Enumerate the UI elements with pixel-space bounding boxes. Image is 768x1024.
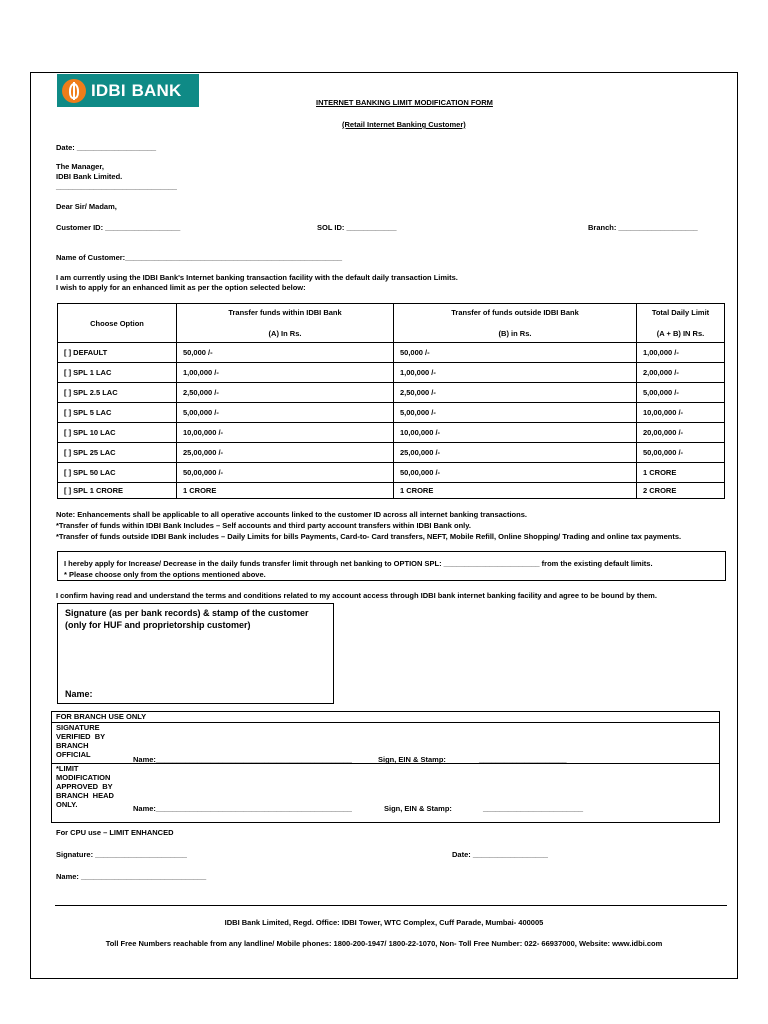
customer-id-field[interactable]: Customer ID: __________________ bbox=[56, 223, 181, 232]
footer-divider bbox=[55, 905, 727, 906]
cell-total: 50,00,000 /- bbox=[637, 443, 725, 463]
table-row[interactable] bbox=[58, 423, 725, 443]
cell-outside: 2,50,000 /- bbox=[394, 383, 637, 403]
customer-signature-box[interactable] bbox=[57, 603, 334, 704]
option-checkbox-spl-50-lac[interactable]: [ ] SPL 50 LAC bbox=[58, 463, 177, 483]
cell-within: 5,00,000 /- bbox=[177, 403, 394, 423]
customer-name-field[interactable]: Name of Customer:____________________________________________________ bbox=[56, 253, 343, 262]
option-checkbox-spl-1-crore[interactable]: [ ] SPL 1 CRORE bbox=[58, 483, 177, 499]
cell-within: 1,00,000 /- bbox=[177, 363, 394, 383]
cell-outside: 50,00,000 /- bbox=[394, 463, 637, 483]
row2-sign-label: Sign, EIN & Stamp: bbox=[384, 804, 452, 813]
branch-use-table bbox=[51, 711, 720, 823]
limits-table-header bbox=[58, 304, 725, 343]
branch-field[interactable]: Branch: ___________________ bbox=[588, 223, 698, 232]
address-line[interactable]: _____________________________ bbox=[56, 182, 177, 191]
cell-total: 10,00,000 /- bbox=[637, 403, 725, 423]
row2-sign-field[interactable]: ________________________ bbox=[483, 804, 584, 813]
table-row[interactable] bbox=[58, 483, 725, 499]
table-row[interactable] bbox=[58, 463, 725, 483]
addressee-bank: IDBI Bank Limited. bbox=[56, 172, 123, 181]
date-field[interactable]: Date: ___________________ bbox=[56, 143, 157, 152]
signature-label-2: (only for HUF and proprietorship customer) bbox=[65, 620, 251, 630]
cpu-name-field[interactable]: Name: ______________________________ bbox=[56, 872, 207, 881]
intro-line-1: I am currently using the IDBI Bank's Internet banking transaction facility with the default daily transaction Limits. bbox=[56, 273, 458, 282]
cpu-signature-field[interactable]: Signature: ______________________ bbox=[56, 850, 187, 859]
option-checkbox-spl-1-lac[interactable]: [ ] SPL 1 LAC bbox=[58, 363, 177, 383]
sol-id-field[interactable]: SOL ID: ____________ bbox=[317, 223, 397, 232]
cell-outside: 1 CRORE bbox=[394, 483, 637, 499]
idbi-emblem-icon bbox=[62, 79, 86, 103]
cell-within: 50,00,000 /- bbox=[177, 463, 394, 483]
footer-address: IDBI Bank Limited, Regd. Office: IDBI Tower, WTC Complex, Cuff Parade, Mumbai- 400005 bbox=[224, 918, 544, 927]
option-checkbox-spl-2-5-lac[interactable]: [ ] SPL 2.5 LAC bbox=[58, 383, 177, 403]
note-line-2: *Transfer of funds within IDBI Bank Includes – Self accounts and third party account transfers within IDBI Bank only. bbox=[56, 521, 471, 530]
cell-within: 2,50,000 /- bbox=[177, 383, 394, 403]
row1-fields bbox=[128, 723, 720, 764]
cell-total: 2,00,000 /- bbox=[637, 363, 725, 383]
header-within: Transfer funds within IDBI Bank (A) In Rs. bbox=[177, 304, 394, 343]
form-subtitle: (Retail Internet Banking Customer) bbox=[342, 120, 466, 129]
signature-name-label: Name: bbox=[65, 689, 93, 699]
row2-label: *LIMIT MODIFICATION APPROVED BY BRANCH HEAD ONLY. bbox=[52, 764, 129, 823]
row2-fields bbox=[128, 764, 720, 823]
cell-total: 1,00,000 /- bbox=[637, 343, 725, 363]
logo-brand-sub: BANK bbox=[131, 81, 182, 100]
table-row[interactable] bbox=[58, 383, 725, 403]
logo-brand-main: IDBI bbox=[91, 81, 126, 100]
cell-within: 25,00,000 /- bbox=[177, 443, 394, 463]
row1-sign-label: Sign, EIN & Stamp: bbox=[378, 755, 446, 764]
row1-name-field[interactable]: Name:_______________________________________________ bbox=[133, 755, 352, 764]
cell-within: 1 CRORE bbox=[177, 483, 394, 499]
intro-line-2: I wish to apply for an enhanced limit as per the option selected below: bbox=[56, 283, 306, 292]
cell-outside: 1,00,000 /- bbox=[394, 363, 637, 383]
table-row[interactable] bbox=[58, 443, 725, 463]
cell-outside: 10,00,000 /- bbox=[394, 423, 637, 443]
addressee-manager: The Manager, bbox=[56, 162, 104, 171]
form-title: INTERNET BANKING LIMIT MODIFICATION FORM bbox=[316, 98, 493, 107]
note-line-3: *Transfer of funds outside IDBI Bank includes – Daily Limits for bills Payments, Card-to- Card transfers, NEFT, Mobile Refill, Online Shopping/ Trading and online tax payments. bbox=[56, 532, 682, 541]
cell-outside: 50,000 /- bbox=[394, 343, 637, 363]
footer-contacts: Toll Free Numbers reachable from any landline/ Mobile phones: 1800-200-1947/ 1800-22-1070, Non- Toll Free Number: 022- 66937000, Website: www.idbi.com bbox=[105, 939, 663, 948]
option-checkbox-spl-10-lac[interactable]: [ ] SPL 10 LAC bbox=[58, 423, 177, 443]
cpu-date-field[interactable]: Date: __________________ bbox=[452, 850, 548, 859]
confirmation-text: I confirm having read and understand the terms and conditions related to my account access through IDBI bank internet banking facility and agree to be bound by them. bbox=[56, 591, 657, 600]
option-checkbox-spl-25-lac[interactable]: [ ] SPL 25 LAC bbox=[58, 443, 177, 463]
header-total: Total Daily Limit (A + B) IN Rs. bbox=[637, 304, 725, 343]
table-row[interactable] bbox=[58, 403, 725, 423]
row1-sign-field[interactable]: _____________________ bbox=[479, 755, 567, 764]
apply-instruction: * Please choose only from the options mentioned above. bbox=[64, 570, 266, 579]
cpu-use-title: For CPU use – LIMIT ENHANCED bbox=[56, 828, 174, 837]
idbi-bank-logo bbox=[57, 74, 199, 107]
table-row[interactable] bbox=[58, 363, 725, 383]
branch-use-title: FOR BRANCH USE ONLY bbox=[52, 712, 720, 723]
row1-label: SIGNATURE VERIFIED BY BRANCH OFFICIAL bbox=[52, 723, 129, 764]
cell-total: 20,00,000 /- bbox=[637, 423, 725, 443]
cell-total: 2 CRORE bbox=[637, 483, 725, 499]
cell-outside: 5,00,000 /- bbox=[394, 403, 637, 423]
cell-within: 10,00,000 /- bbox=[177, 423, 394, 443]
option-checkbox-spl-5-lac[interactable]: [ ] SPL 5 LAC bbox=[58, 403, 177, 423]
limits-table bbox=[57, 303, 725, 499]
cell-total: 5,00,000 /- bbox=[637, 383, 725, 403]
header-outside: Transfer of funds outside IDBI Bank (B) in Rs. bbox=[394, 304, 637, 343]
salutation: Dear Sir/ Madam, bbox=[56, 202, 117, 211]
cell-outside: 25,00,000 /- bbox=[394, 443, 637, 463]
row2-name-field[interactable]: Name:_______________________________________________ bbox=[133, 804, 352, 813]
apply-option-field[interactable]: I hereby apply for Increase/ Decrease in the daily funds transfer limit through net banking to OPTION SPL: _______________________ from the existing default limits. bbox=[64, 559, 653, 568]
signature-label-1: Signature (as per bank records) & stamp of the customer bbox=[65, 608, 309, 618]
option-checkbox-default[interactable]: [ ] DEFAULT bbox=[58, 343, 177, 363]
logo-text bbox=[91, 79, 182, 102]
note-line-1: Note: Enhancements shall be applicable to all operative accounts linked to the customer ID across all internet banking transactions. bbox=[56, 510, 527, 519]
cell-total: 1 CRORE bbox=[637, 463, 725, 483]
table-row[interactable] bbox=[58, 343, 725, 363]
cell-within: 50,000 /- bbox=[177, 343, 394, 363]
header-option: Choose Option bbox=[58, 304, 177, 343]
